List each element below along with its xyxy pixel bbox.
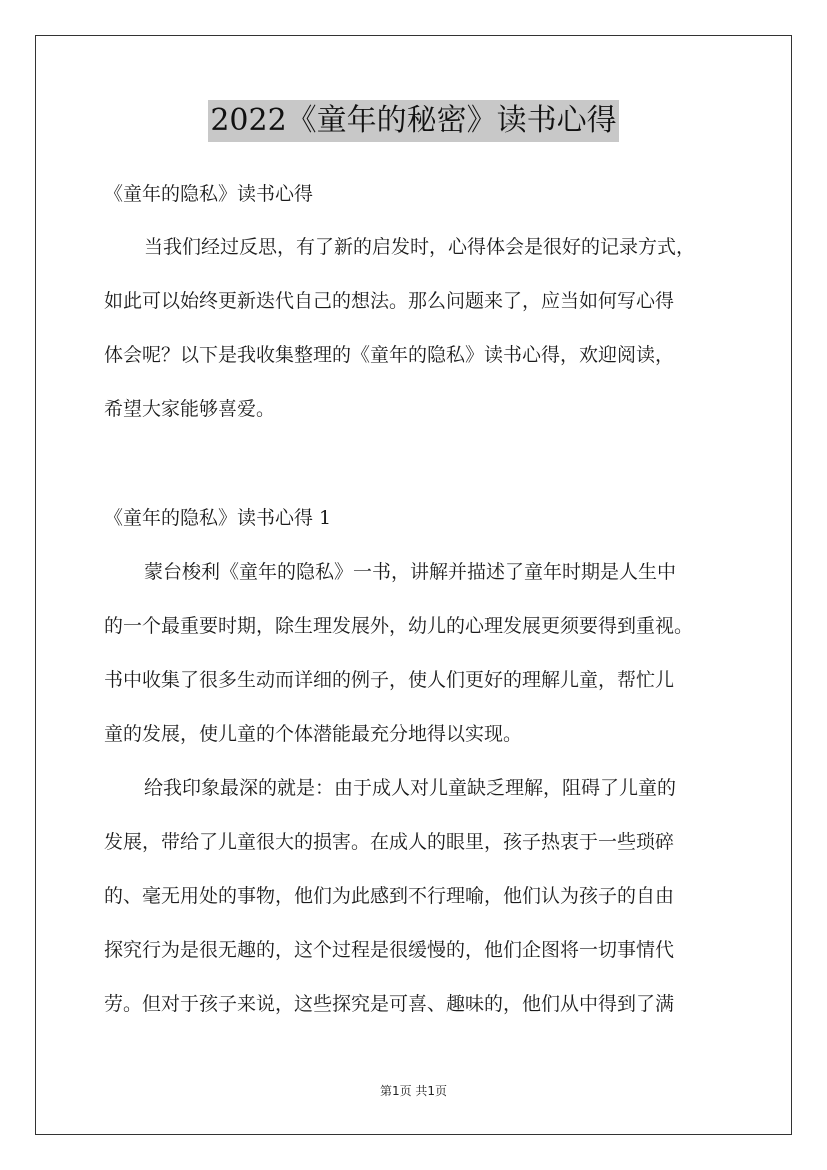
paragraph-line: 发展，带给了儿童很大的损害。在成人的眼里，孩子热衷于一些琐碎	[104, 831, 675, 853]
section-heading: 《童年的隐私》读书心得 1	[104, 507, 332, 529]
title-container	[0, 100, 827, 142]
paragraph-line: 蒙台梭利《童年的隐私》一书，讲解并描述了童年时期是人生中	[144, 561, 677, 583]
paragraph-line: 童的发展，使儿童的个体潜能最充分地得以实现。	[104, 723, 523, 745]
paragraph-line: 体会呢？以下是我收集整理的《童年的隐私》读书心得，欢迎阅读，	[104, 344, 675, 366]
paragraph-line: 如此可以始终更新迭代自己的想法。那么问题来了，应当如何写心得	[104, 290, 675, 312]
paragraph-line: 希望大家能够喜爱。	[104, 398, 276, 420]
paragraph-line: 探究行为是很无趣的，这个过程是很缓慢的，他们企图将一切事情代	[104, 939, 675, 961]
page-footer: 第1页 共1页	[379, 1084, 448, 1098]
paragraph-line: 给我印象最深的就是：由于成人对儿童缺乏理解，阻碍了儿童的	[144, 777, 677, 799]
paragraph-line: 书中收集了很多生动而详细的例子，使人们更好的理解儿童，帮忙儿	[104, 669, 675, 691]
paragraph-line: 的一个最重要时期，除生理发展外，幼儿的心理发展更须要得到重视。	[104, 615, 694, 637]
paragraph-line: 当我们经过反思，有了新的启发时，心得体会是很好的记录方式，	[144, 236, 696, 258]
paragraph-line: 的、毫无用处的事物，他们为此感到不行理喻，他们认为孩子的自由	[104, 885, 675, 907]
paragraph-line: 劳。但对于孩子来说，这些探究是可喜、趣味的，他们从中得到了满	[104, 993, 675, 1015]
section-heading: 《童年的隐私》读书心得	[104, 183, 314, 205]
document-title: 2022《童年的秘密》读书心得	[208, 100, 618, 142]
